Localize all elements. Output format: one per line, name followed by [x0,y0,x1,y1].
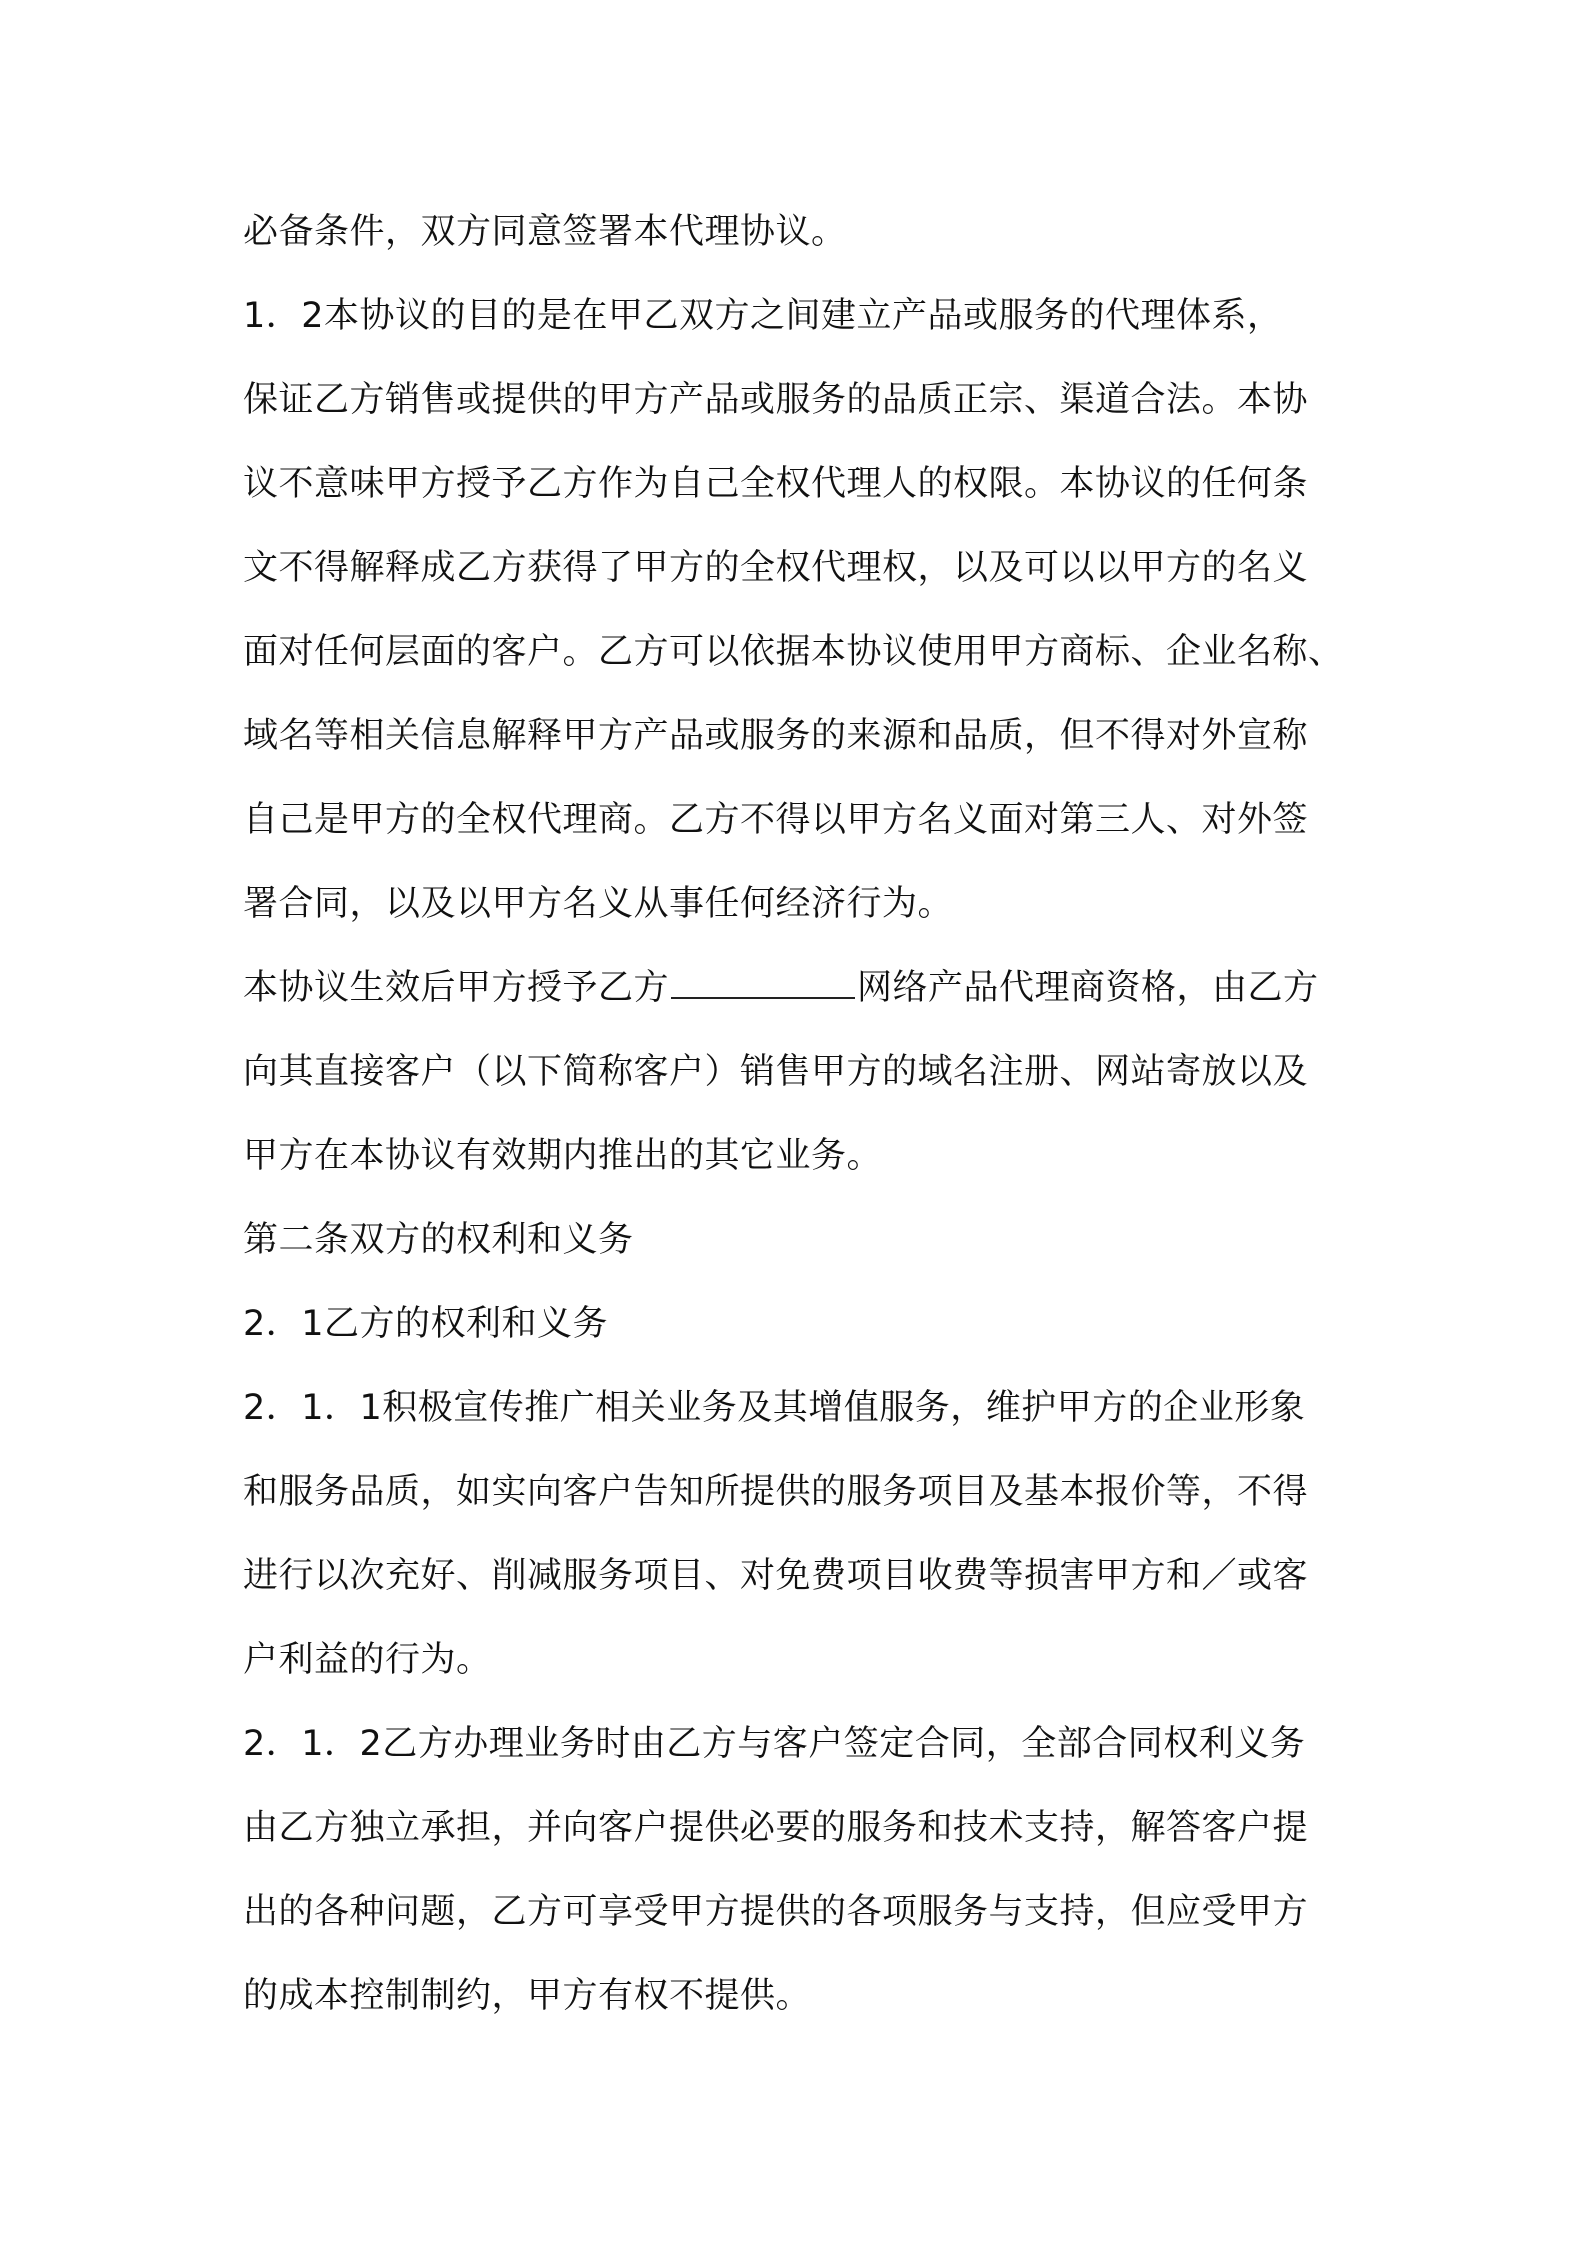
text-line-22: 的成本控制制约，甲方有权不提供。 [243,1976,812,2016]
text-line-20: 由乙方独立承担，并向客户提供必要的服务和技术支持，解答客户提 [243,1808,1309,1848]
text-line-4: 议不意味甲方授予乙方作为自己全权代理人的权限。本协议的任何条 [243,464,1309,504]
text-line-3: 保证乙方销售或提供的甲方产品或服务的品质正宗、渠道合法。本协 [243,380,1309,420]
text-line-1: 必备条件，双方同意签署本代理协议。 [243,212,847,252]
text-line-grant [243,946,1358,1030]
text-line-17: 进行以次充好、削减服务项目、对免费项目收费等损害甲方和／或客 [243,1556,1309,1596]
text-line-21: 出的各种问题，乙方可享受甲方提供的各项服务与支持，但应受甲方 [243,1892,1309,1932]
text-line-2: 1．2本协议的目的是在甲乙双方之间建立产品或服务的代理体系， [243,296,1283,336]
text-line-12: 甲方在本协议有效期内推出的其它业务。 [243,1136,883,1176]
section-heading: 第二条双方的权利和义务 [243,1220,634,1260]
text-line-11: 向其直接客户（以下简称客户）销售甲方的域名注册、网站寄放以及 [243,1052,1309,1092]
text-line-5: 文不得解释成乙方获得了甲方的全权代理权，以及可以以甲方的名义 [243,548,1309,588]
text-line-18: 户利益的行为。 [243,1640,492,1680]
text-line-8: 自己是甲方的全权代理商。乙方不得以甲方名义面对第三人、对外签 [243,800,1309,840]
text-line-9: 署合同，以及以甲方名义从事任何经济行为。 [243,884,954,924]
grant-text-after: 网络产品代理商资格，由乙方 [857,968,1319,1008]
fill-in-blank [671,967,855,999]
text-line-6: 面对任何层面的客户。乙方可以依据本协议使用甲方商标、企业名称、 [243,632,1344,672]
document-body [243,190,1358,2038]
subsection-heading: 2．1乙方的权利和义务 [243,1304,609,1344]
text-line-15: 2．1．1积极宣传推广相关业务及其增值服务，维护甲方的企业形象 [243,1388,1306,1428]
text-line-7: 域名等相关信息解释甲方产品或服务的来源和品质，但不得对外宣称 [243,716,1309,756]
grant-text-before: 本协议生效后甲方授予乙方 [243,968,670,1008]
text-line-16: 和服务品质，如实向客户告知所提供的服务项目及基本报价等，不得 [243,1472,1309,1512]
text-line-19: 2．1．2乙方办理业务时由乙方与客户签定合同，全部合同权利义务 [243,1724,1306,1764]
